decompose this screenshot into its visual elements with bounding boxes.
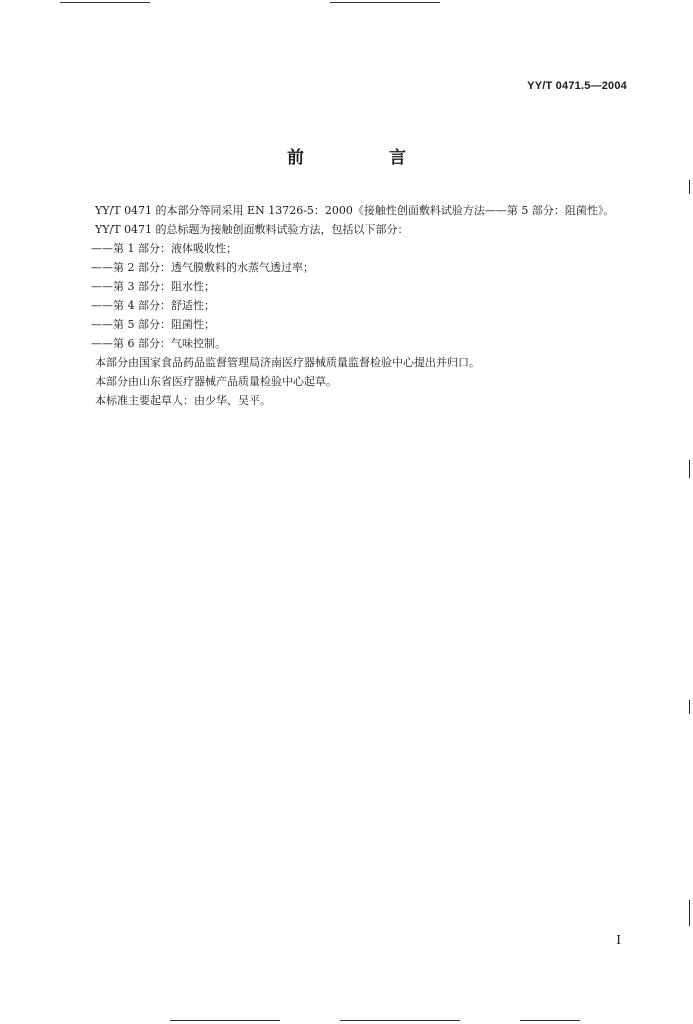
list-item: ——第 2 部分：透气膜敷料的水蒸气透过率； (91, 261, 314, 274)
page-title: 前 言 (287, 148, 440, 168)
document-body (71, 201, 631, 410)
scan-artifact-edge (689, 460, 690, 478)
list-item: ——第 3 部分：阻水性； (91, 280, 215, 293)
paragraph-adoption: YY/T 0471 的本部分等同采用 EN 13726-5：2000《接触性创面敷料试验方法——第 5 部分：阻菌性》。 (95, 204, 615, 217)
scan-artifact-bottom (340, 1020, 460, 1021)
scan-artifact-top (330, 2, 440, 3)
scan-artifact-edge (689, 180, 690, 194)
scan-artifact-edge (689, 700, 690, 714)
scan-artifact-bottom (520, 1020, 580, 1021)
scan-artifact-edge (689, 900, 690, 926)
paragraph-overall-title: YY/T 0471 的总标题为接触创面敷料试验方法，包括以下部分： (95, 223, 409, 236)
list-item: ——第 5 部分：阻菌性； (91, 318, 215, 331)
paragraph-drafter: 本部分由山东省医疗器械产品质量检验中心起草。 (95, 375, 337, 388)
list-item: ——第 1 部分：液体吸收性； (91, 242, 237, 255)
standard-code: YY/T 0471.5—2004 (527, 80, 627, 92)
list-item: ——第 6 部分：气味控制。 (91, 337, 226, 350)
list-item: ——第 4 部分：舒适性； (91, 299, 215, 312)
scan-artifact-top (60, 2, 150, 3)
paragraph-proposer: 本部分由国家食品药品监督管理局济南医疗器械质量监督检验中心提出并归口。 (95, 356, 480, 369)
scan-artifact-bottom (170, 1020, 280, 1021)
page-number: I (616, 933, 621, 947)
paragraph-authors: 本标准主要起草人：由少华、吴平。 (95, 394, 271, 407)
